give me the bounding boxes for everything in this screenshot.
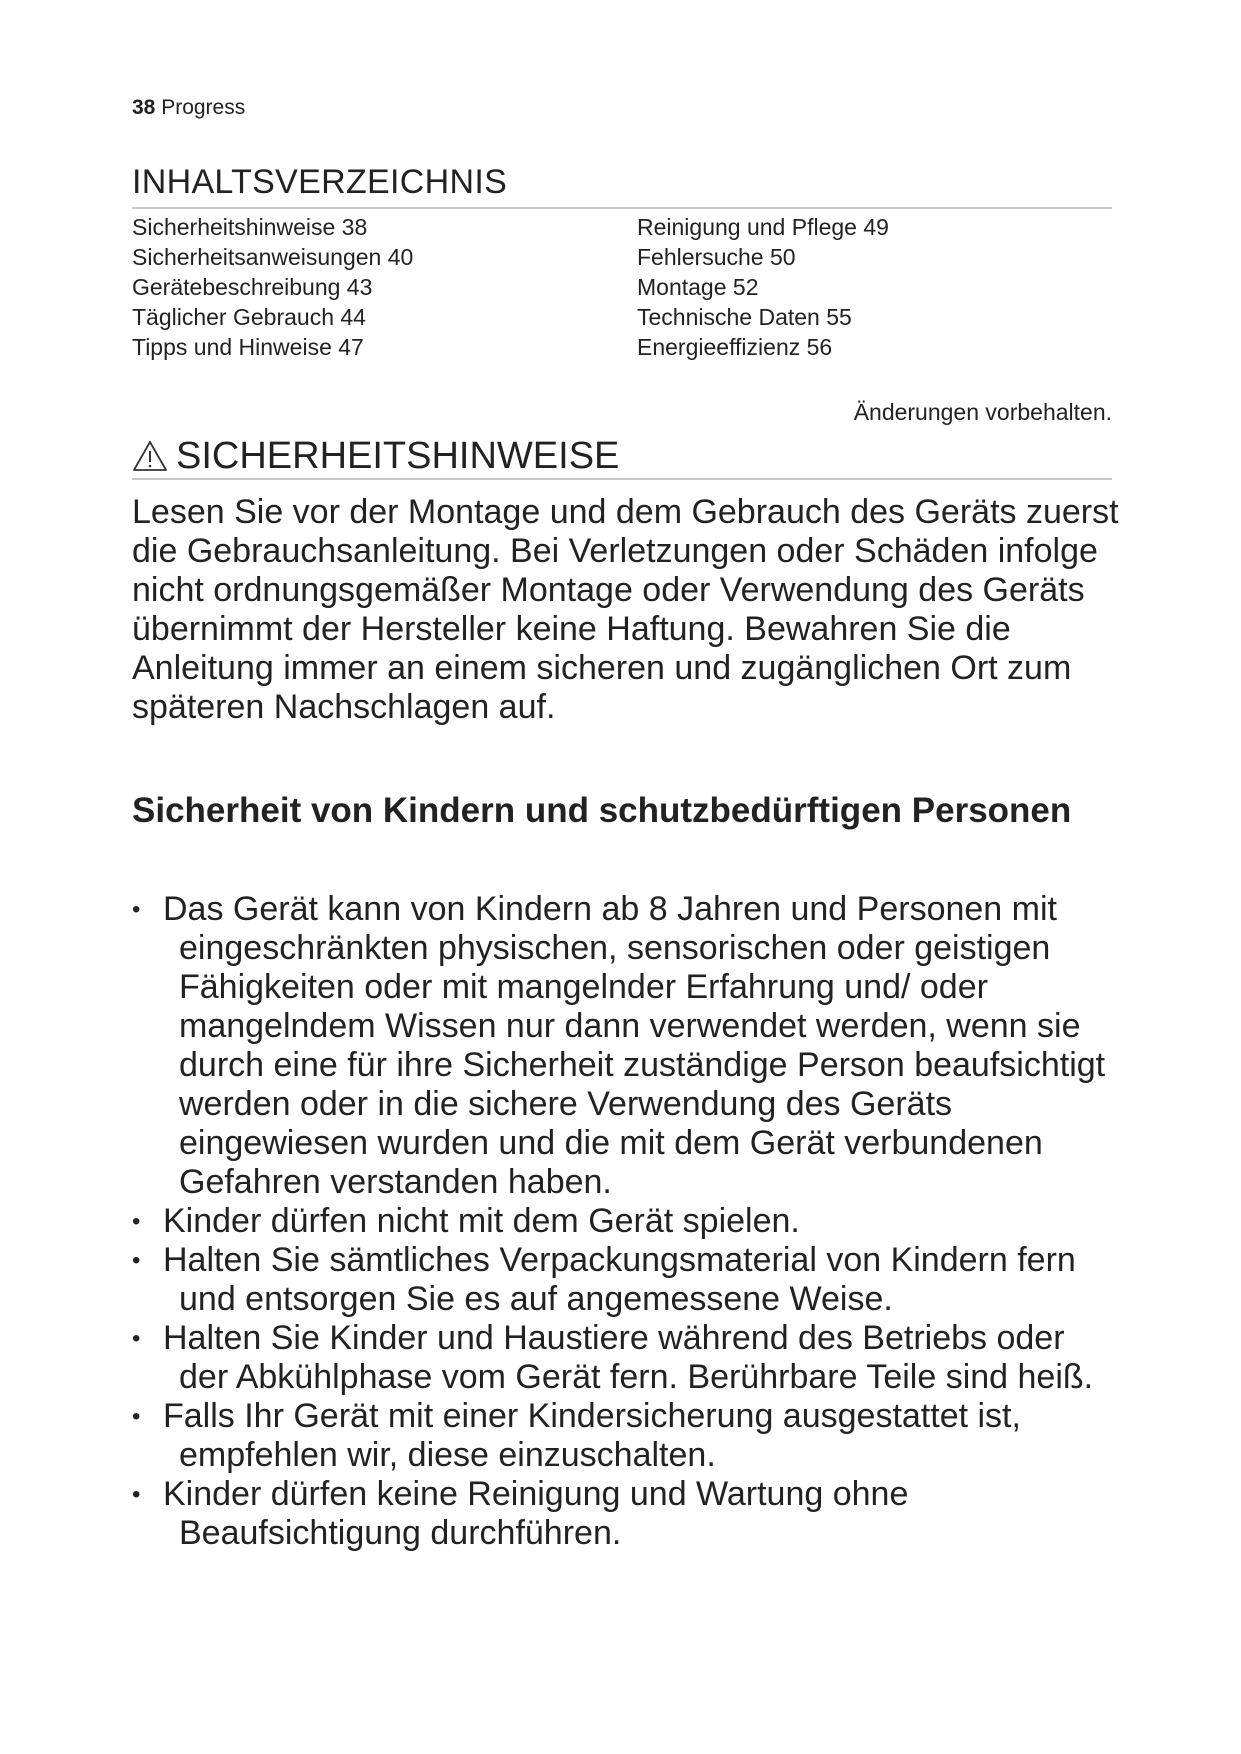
list-item-text: Das Gerät kann von Kindern ab 8 Jahren und Personen mit eingeschränkten physischen, sensorischen oder geistigen Fähigkeiten oder mit mangelnder Erfahrung und/ oder mangelndem Wissen nur dann verwendet werden, wenn sie durch eine für ihre Sicherheit zuständige Person beaufsichtigt werden oder in die sichere Verwendung des Geräts eingewiesen wurden und die mit dem Gerät verbundenen Gefahren verstanden haben. <box>163 890 1106 1201</box>
list-item <box>132 890 1122 1202</box>
toc-item: Täglicher Gebrauch 44 <box>132 304 366 330</box>
list-item-text: Kinder dürfen keine Reinigung und Wartung ohne Beaufsichtigung durchführen. <box>163 1475 909 1552</box>
toc-item: Energieeffizienz 56 <box>637 334 833 360</box>
toc-item: Tipps und Hinweise 47 <box>132 334 364 360</box>
bullet-icon: • <box>132 1403 141 1430</box>
bullet-icon: • <box>132 1208 141 1235</box>
children-safety-list <box>132 890 1122 1553</box>
brand-name: Progress <box>161 96 246 119</box>
toc-item: Fehlersuche 50 <box>637 244 796 270</box>
list-item <box>132 1397 1122 1475</box>
toc-item: Sicherheitshinweise 38 <box>132 214 368 240</box>
list-item-text: Halten Sie Kinder und Haustiere während des Betriebs oder der Abkühlphase vom Gerät fern. Berührbare Teile sind heiß. <box>163 1319 1094 1396</box>
bullet-icon: • <box>132 1325 141 1352</box>
list-item-text: Falls Ihr Gerät mit einer Kindersicherung ausgestattet ist, empfehlen wir, diese einzuschalten. <box>163 1397 1021 1474</box>
toc-left-column <box>132 212 413 362</box>
toc-right-column <box>637 212 889 362</box>
toc-item: Gerätebeschreibung 43 <box>132 274 373 300</box>
safety-divider <box>132 478 1112 480</box>
bullet-icon: • <box>132 1247 141 1274</box>
children-safety-heading: Sicherheit von Kindern und schutzbedürftigen Personen <box>132 791 1072 830</box>
toc-item: Montage 52 <box>637 274 759 300</box>
list-item <box>132 1241 1122 1319</box>
list-item <box>132 1475 1122 1553</box>
toc-item: Technische Daten 55 <box>637 304 852 330</box>
toc-title: INHALTSVERZEICHNIS <box>132 163 508 201</box>
list-item <box>132 1319 1122 1397</box>
change-notice: Änderungen vorbehalten. <box>853 399 1112 425</box>
safety-title-text: SICHERHEITSHINWEISE <box>176 435 620 477</box>
list-item-text: Halten Sie sämtliches Verpackungsmaterial von Kindern fern und entsorgen Sie es auf angemessene Weise. <box>163 1241 1076 1318</box>
safety-section-title <box>132 434 619 478</box>
warning-triangle-icon <box>132 439 168 473</box>
list-item-text: Kinder dürfen nicht mit dem Gerät spielen. <box>163 1202 800 1240</box>
page-number: 38 <box>132 96 156 119</box>
page-header <box>132 96 245 120</box>
bullet-icon: • <box>132 896 141 923</box>
toc-item: Sicherheitsanweisungen 40 <box>132 244 414 270</box>
toc-divider <box>132 207 1112 209</box>
list-item <box>132 1202 1122 1241</box>
safety-intro-paragraph: Lesen Sie vor der Montage und dem Gebrauch des Geräts zuerst die Gebrauchsanleitung. Bei Verletzungen oder Schäden infolge nicht ordnungsgemäßer Montage oder Verwendung des Geräts übernimmt der Hersteller keine Haftung. Bewahren Sie die Anleitung immer an einem sicheren und zugänglichen Ort zum späteren Nachschlagen auf. <box>132 493 1119 726</box>
bullet-icon: • <box>132 1481 141 1508</box>
toc-item: Reinigung und Pflege 49 <box>637 214 889 240</box>
